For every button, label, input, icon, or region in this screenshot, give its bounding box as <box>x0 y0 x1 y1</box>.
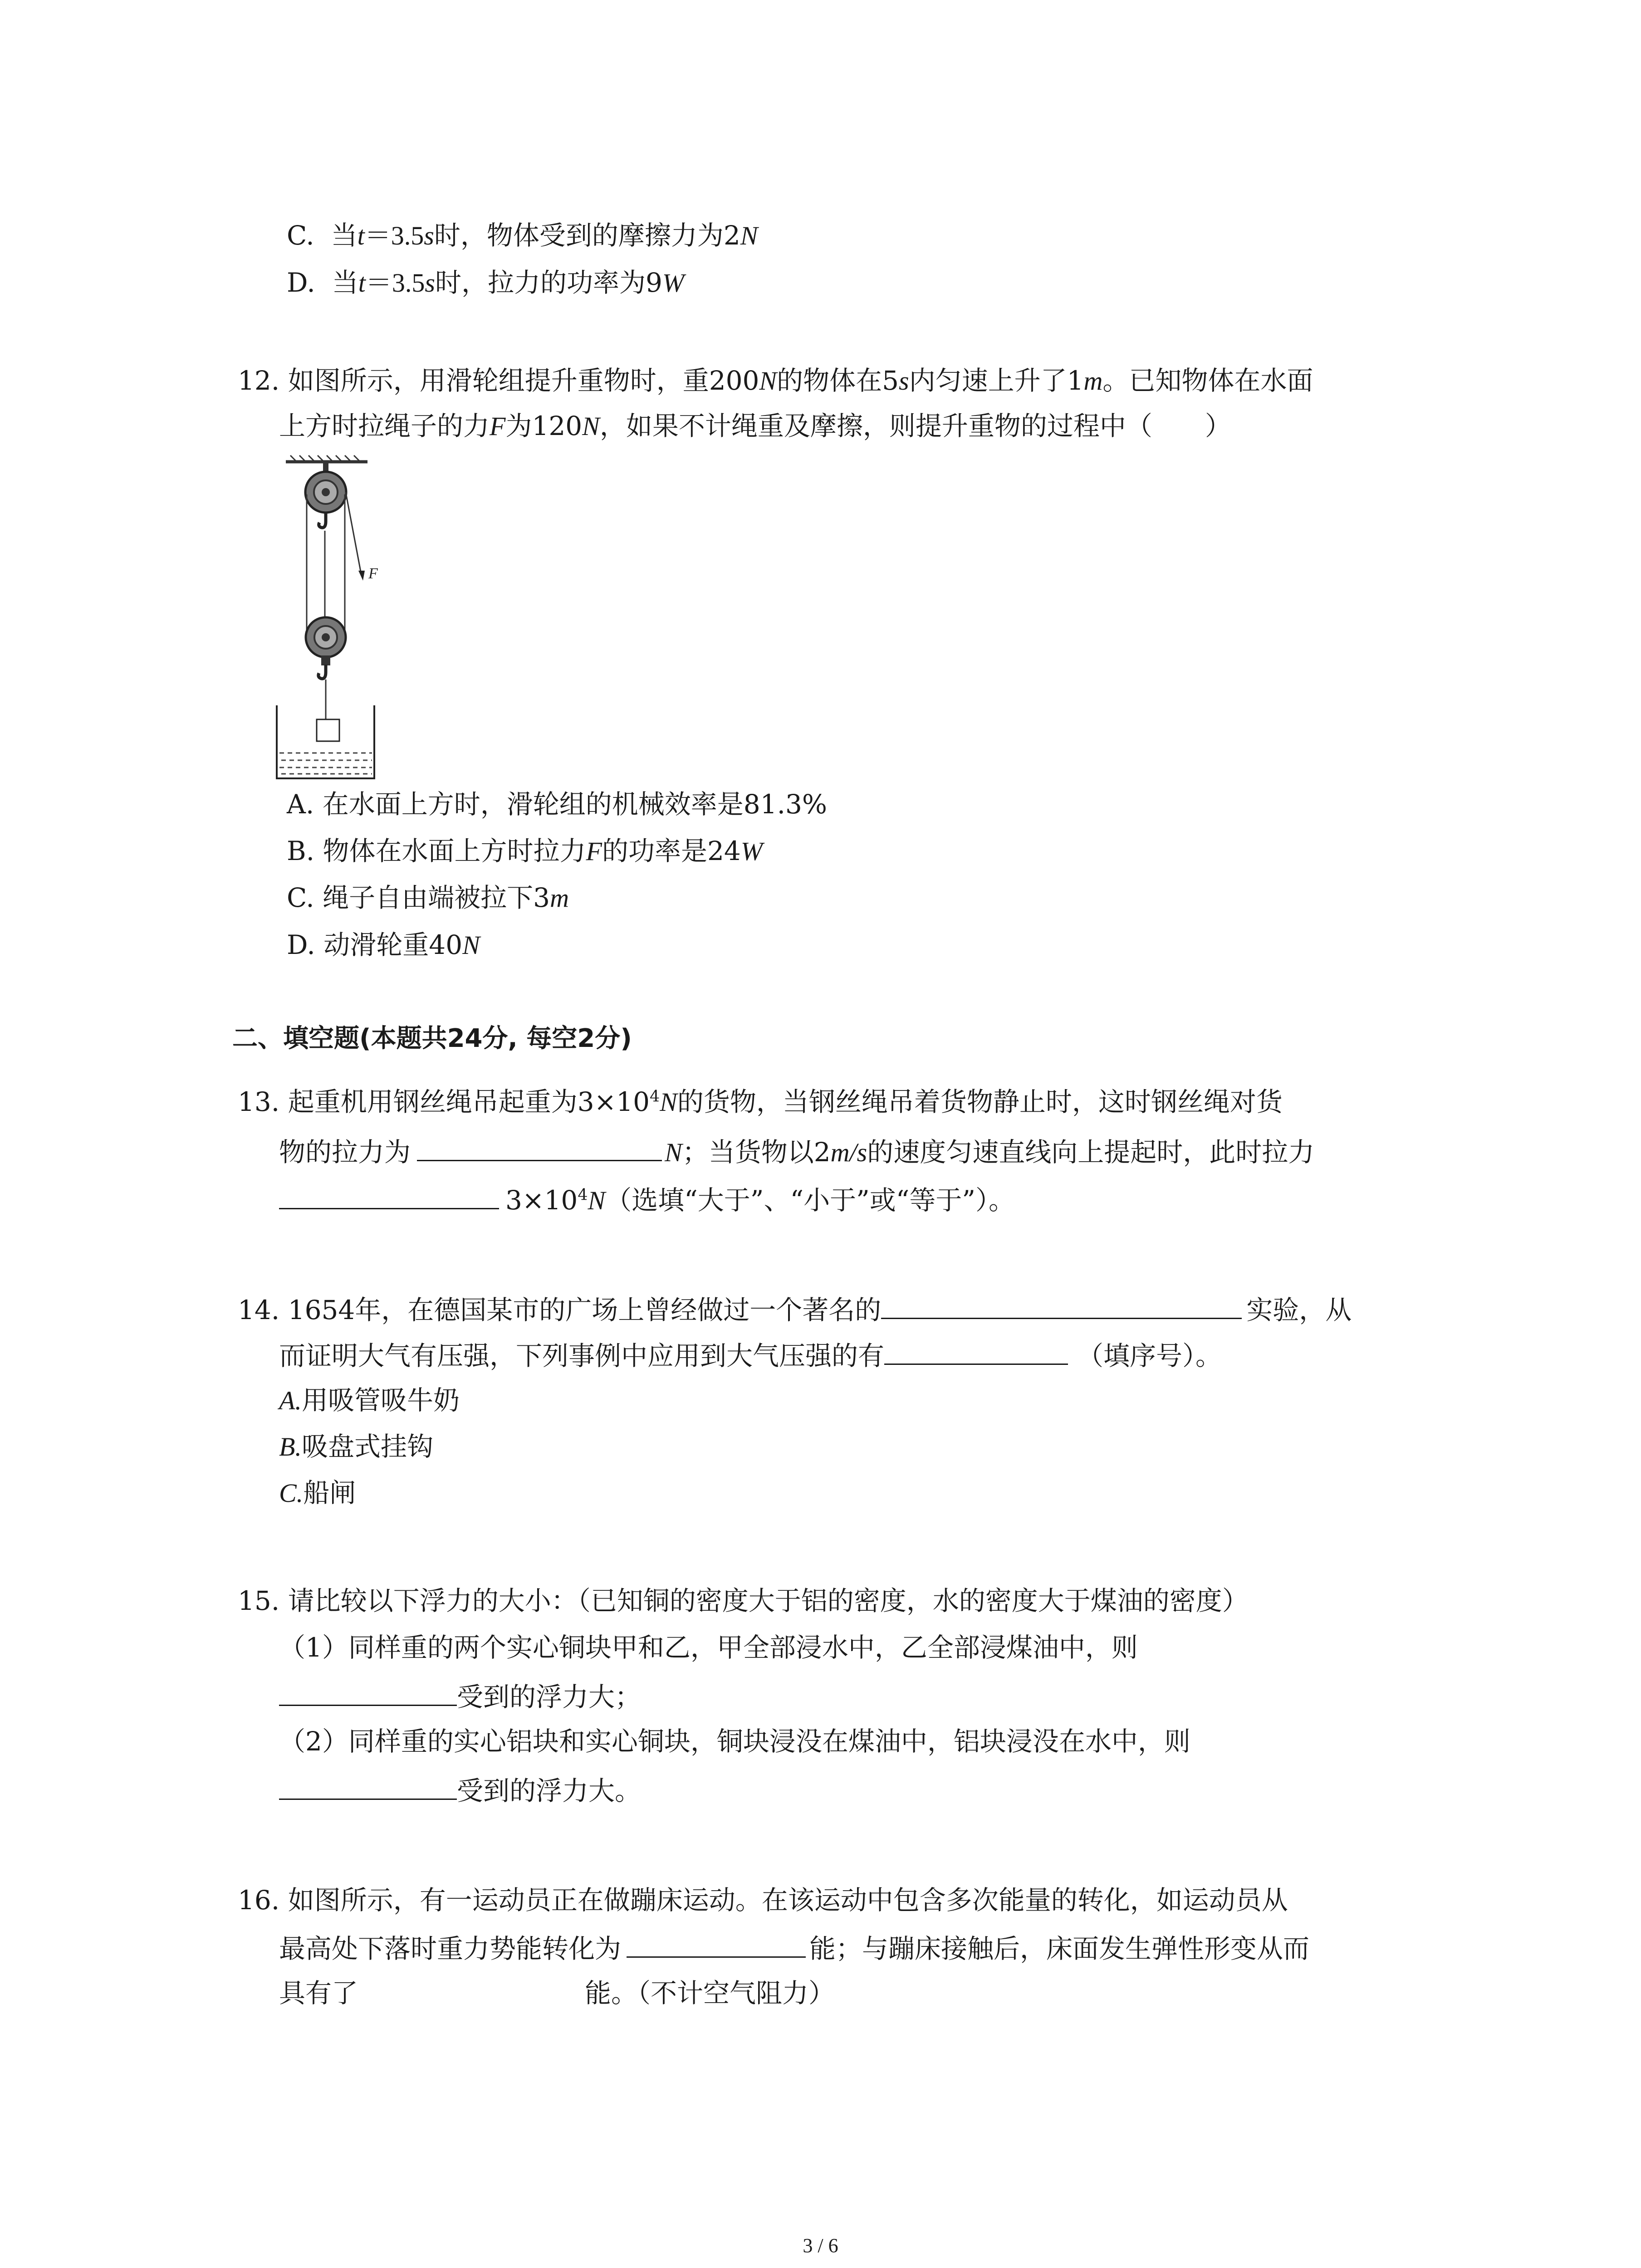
question-number: 12. <box>238 365 280 396</box>
question-16-line-2: 最高处下落时重力势能转化为 能；与蹦床接触后，床面发生弹性形变从而 <box>279 1933 1310 1964</box>
question-15-part-1-answer: 受到的浮力大； <box>279 1682 641 1710</box>
answer-blank[interactable] <box>279 1776 457 1800</box>
question-15-line-1: 15. 请比较以下浮力的大小：（已知铜的密度大于铝的密度，水的密度大于煤油的密度） <box>238 1585 1249 1616</box>
option-d: D. 动滑轮重40N <box>287 929 480 960</box>
option-d: D. 当t＝3.5s时，拉力的功率为9W <box>287 267 685 298</box>
option-b: B. 物体在水面上方时拉力F的功率是24W <box>287 836 763 866</box>
question-13-line-1: 13. 起重机用钢丝绳吊起重为$3\times 10^4N$的货物，当钢丝绳吊着货物静止时，这时钢丝绳对货 <box>238 1086 1283 1117</box>
question-number: 15. <box>238 1585 280 1616</box>
force-label-f: F <box>368 565 378 582</box>
question-14-line-1: 14. 1654年，在德国某市的广场上曾经做过一个著名的 实验，从 <box>238 1295 1352 1325</box>
question-15-part-1: （1）同样重的两个实心铜块甲和乙，甲全部浸水中，乙全部浸煤油中，则 <box>279 1632 1138 1663</box>
question-number: 14. <box>238 1295 280 1325</box>
option-c: C. 绳子自由端被拉下3m <box>287 882 569 913</box>
page-number: 3 / 6 <box>803 2234 838 2257</box>
choice-c: C.船闸 <box>279 1477 356 1508</box>
answer-blank[interactable] <box>417 1137 662 1161</box>
question-13-line-2: 物的拉力为 N；当货物以2m/s的速度匀速直线向上提起时，此时拉力 <box>279 1137 1315 1168</box>
question-15-part-2-answer: 受到的浮力大。 <box>279 1776 641 1804</box>
option-a: A. 在水面上方时，滑轮组的机械效率是81.3% <box>287 789 828 820</box>
section-heading: 二、填空题(本题共24分, 每空2分) <box>232 1024 632 1053</box>
question-16-line-3: 具有了 能。（不计空气阻力） <box>279 1978 835 2009</box>
answer-blank[interactable] <box>279 1185 499 1209</box>
question-12-line-1: 12. 如图所示，用滑轮组提升重物时，重200N的物体在5s内匀速上升了1m。已知物体在水面 <box>238 365 1313 396</box>
answer-blank[interactable] <box>627 1934 806 1958</box>
question-number: 13. <box>238 1086 280 1117</box>
pulley-figure <box>272 454 381 785</box>
question-14-line-2: 而证明大气有压强，下列事例中应用到大气压强的有 （填序号）。 <box>279 1340 1222 1371</box>
question-15-part-2: （2）同样重的实心铝块和实心铜块，铜块浸没在煤油中，铝块浸没在水中，则 <box>279 1726 1190 1757</box>
option-c: C. 当t＝3.5s时，物体受到的摩擦力为2N <box>287 220 758 251</box>
question-12-line-2: 上方时拉绳子的力F为120N，如果不计绳重及摩擦，则提升重物的过程中（ ） <box>279 411 1231 441</box>
answer-blank[interactable] <box>884 1341 1068 1365</box>
choice-a: A.用吸管吸牛奶 <box>279 1385 460 1416</box>
question-13-line-3: $3\times 10^4N$（选填“大于”、“小于”或“等于”）。 <box>279 1185 1015 1214</box>
question-16-line-1: 16. 如图所示，有一运动员正在做蹦床运动。在该运动中包含多次能量的转化，如运动员从 <box>238 1885 1288 1916</box>
answer-blank[interactable] <box>279 1682 457 1706</box>
choice-b: B.吸盘式挂钩 <box>279 1431 433 1462</box>
answer-blank[interactable] <box>881 1295 1242 1319</box>
question-number: 16. <box>238 1885 280 1916</box>
